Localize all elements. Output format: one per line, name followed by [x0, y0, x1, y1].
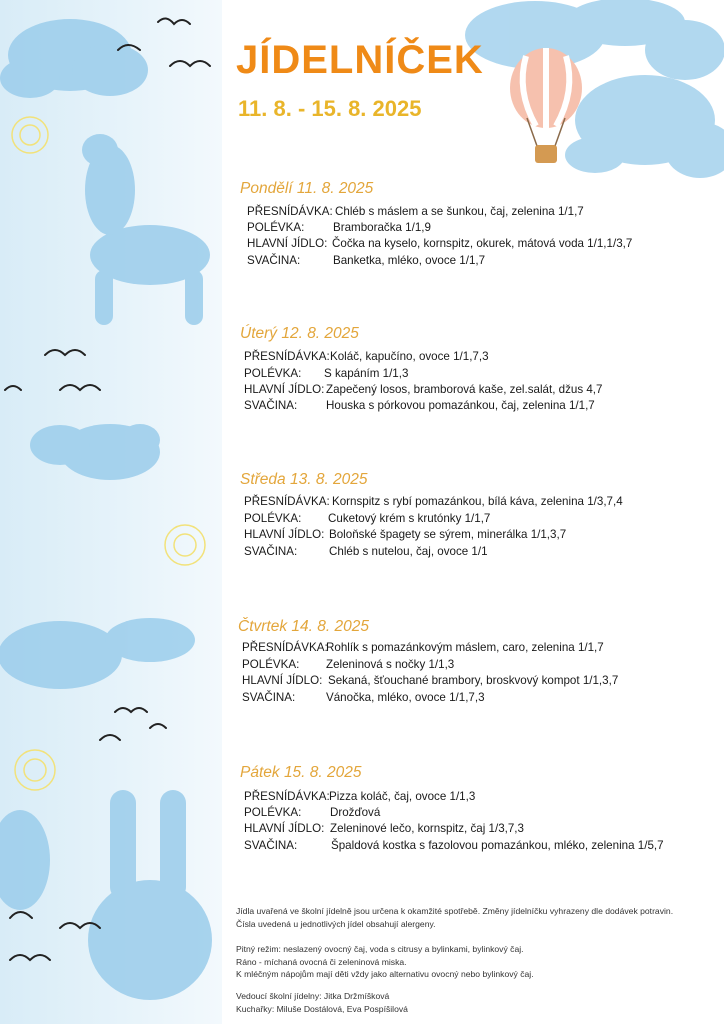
meal-text: Zapečený losos, bramborová kaše, zel.salát, džus 4,7 [326, 383, 603, 396]
meal-label: POLÉVKA: [242, 658, 300, 671]
meal-label: PŘESNÍDÁVKA: [244, 790, 330, 803]
meal-label: SVAČINA: [242, 691, 296, 704]
menu-row [244, 545, 488, 559]
meal-text: Pizza koláč, čaj, ovoce 1/1,3 [329, 790, 476, 803]
menu-row [244, 512, 490, 526]
menu-row [244, 528, 566, 542]
date-range: 11. 8. - 15. 8. 2025 [238, 96, 422, 121]
meal-text: Čočka na kyselo, kornspitz, okurek, mátová voda 1/1,1/3,7 [332, 237, 633, 250]
meal-text: Houska s pórkovou pomazánkou, čaj, zelenina 1/1,7 [326, 399, 595, 412]
page-title: JÍDELNÍČEK [236, 38, 484, 82]
menu-row [244, 399, 595, 413]
menu-row [244, 367, 408, 381]
menu-row [244, 495, 623, 509]
meal-text: Cuketový krém s krutónky 1/1,7 [328, 512, 491, 525]
meal-text: Chléb s máslem a se šunkou, čaj, zelenina 1/1,7 [335, 205, 584, 218]
footer-drinks-2: Ráno - míchaná ovocná či zeleninová miska. [236, 957, 407, 967]
day-title-thursday: Čtvrtek 14. 8. 2025 [238, 618, 369, 635]
menu-row [244, 839, 664, 853]
meal-label: POLÉVKA: [244, 512, 302, 525]
meal-text: Zeleninové lečo, kornspitz, čaj 1/3,7,3 [330, 822, 524, 835]
footer-staff-2: Kuchařky: Miluše Dostálová, Eva Pospíšilová [236, 1004, 408, 1014]
menu-row [242, 641, 604, 655]
meal-text: S kapáním 1/1,3 [324, 367, 409, 380]
meal-label: PŘESNÍDÁVKA: [242, 641, 328, 654]
meal-text: Kornspitz s rybí pomazánkou, bílá káva, zelenina 1/3,7,4 [332, 495, 623, 508]
meal-label: HLAVNÍ JÍDLO: [244, 822, 325, 835]
meal-label: POLÉVKA: [244, 367, 302, 380]
meal-text: Banketka, mléko, ovoce 1/1,7 [333, 254, 486, 267]
day-title-friday: Pátek 15. 8. 2025 [240, 764, 362, 781]
meal-label: HLAVNÍ JÍDLO: [242, 674, 323, 687]
menu-row [247, 221, 431, 235]
meal-text: Vánočka, mléko, ovoce 1/1,7,3 [326, 691, 485, 704]
footer-staff-1: Vedoucí školní jídelny: Jitka Držmíšková [236, 991, 390, 1001]
meal-text: Bramboračka 1/1,9 [333, 221, 431, 234]
menu-row [247, 205, 584, 219]
meal-text: Rohlík s pomazánkovým máslem, caro, zelenina 1/1,7 [326, 641, 604, 654]
day-title-monday: Pondělí 11. 8. 2025 [240, 180, 374, 197]
meal-label: SVAČINA: [244, 545, 298, 558]
footer-drinks-1: Pitný režim: neslazený ovocný čaj, voda s citrusy a bylinkami, bylinkový čaj. [236, 944, 524, 954]
day-title-wednesday: Středa 13. 8. 2025 [240, 471, 368, 488]
meal-text: Drožďová [330, 806, 381, 819]
meal-text: Zeleninová s nočky 1/1,3 [326, 658, 455, 671]
menu-row [244, 790, 475, 804]
footer-notice-2: Čísla uvedená u jednotlivých jídel obsahují alergeny. [236, 919, 436, 929]
balloon-illustration [465, 0, 724, 195]
meal-label: PŘESNÍDÁVKA: [244, 350, 330, 363]
meal-label: POLÉVKA: [247, 221, 305, 234]
menu-row [247, 254, 485, 268]
meal-text: Koláč, kapučíno, ovoce 1/1,7,3 [330, 350, 489, 363]
meal-text: Chléb s nutelou, čaj, ovoce 1/1 [329, 545, 488, 558]
meal-label: SVAČINA: [247, 254, 301, 267]
footer-notice-1: Jídla uvařená ve školní jídelně jsou určena k okamžité spotřebě. Změny jídelníčku vyhrazeny dle dodávek potravin. [236, 906, 674, 916]
cloud-illustration [0, 0, 222, 1024]
menu-row [242, 674, 618, 688]
meal-label: SVAČINA: [244, 399, 298, 412]
meal-label: HLAVNÍ JÍDLO: [247, 237, 328, 250]
meal-text: Sekaná, šťouchané brambory, broskvový kompot 1/1,3,7 [328, 674, 619, 687]
menu-row [244, 822, 524, 836]
menu-row [242, 658, 454, 672]
meal-text: Boloňské špagety se sýrem, minerálka 1/1,3,7 [329, 528, 567, 541]
menu-row [247, 237, 632, 251]
meal-label: HLAVNÍ JÍDLO: [244, 528, 325, 541]
menu-row [244, 383, 602, 397]
menu-row [244, 350, 489, 364]
day-title-tuesday: Úterý 12. 8. 2025 [240, 325, 359, 342]
meal-label: SVAČINA: [244, 839, 298, 852]
footer-drinks-3: K mléčným nápojům mají děti vždy jako alternativu ovocný nebo bylinkový čaj. [236, 969, 534, 979]
meal-label: POLÉVKA: [244, 806, 302, 819]
menu-row [244, 806, 380, 820]
meal-label: PŘESNÍDÁVKA: [244, 495, 330, 508]
meal-text: Špaldová kostka s fazolovou pomazánkou, mléko, zelenina 1/5,7 [331, 839, 664, 852]
meal-label: PŘESNÍDÁVKA: [247, 205, 333, 218]
menu-row [242, 691, 485, 705]
decorative-sidebar [0, 0, 222, 1024]
meal-label: HLAVNÍ JÍDLO: [244, 383, 325, 396]
